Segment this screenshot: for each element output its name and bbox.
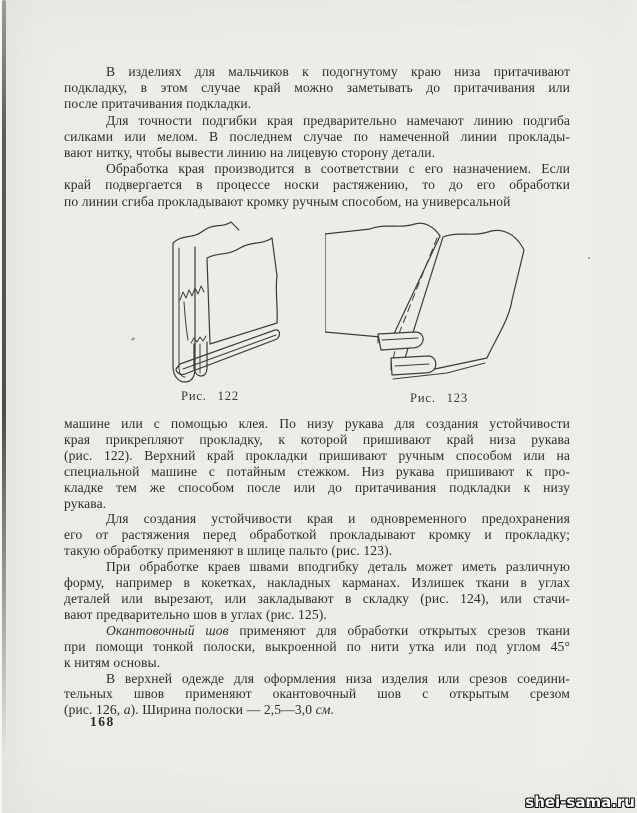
text-line: край подвергается в процессе носки растяжению, то до его обработки bbox=[64, 177, 570, 193]
text-line: силками или мелом. В последнем случае по намеченной линии проклады- bbox=[64, 128, 570, 144]
figure-122-drawing bbox=[128, 216, 343, 394]
text-line: к нитям основы. bbox=[64, 654, 161, 670]
text-line: деталей или вырезают, или закладывают в складку (рис. 124), или стачи- bbox=[64, 590, 570, 606]
text-line: Для создания устойчивости края и одновременного предохранения bbox=[106, 511, 570, 527]
text-line: вают предварительно шов в углах (рис. 125). bbox=[64, 606, 327, 622]
text-line: тельных швов применяют окантовочный шов с открытым срезом bbox=[64, 686, 570, 702]
text-line: При обработке краев швами вподгибку деталь может иметь различную bbox=[106, 559, 570, 575]
fig122-left-fold bbox=[173, 243, 195, 382]
text-block-bottom bbox=[64, 416, 570, 718]
text-line: Обработка края производится в соответствии с его назначением. Если bbox=[106, 161, 570, 177]
text-line: Окантовочный шов применяют для обработки открытых срезов ткани bbox=[106, 622, 570, 638]
figure-123-drawing bbox=[325, 220, 565, 388]
scan-speck bbox=[588, 257, 590, 259]
text-line: В верхней одежде для оформления низа изделия или срезов соедини- bbox=[106, 670, 570, 686]
text-line: подкладку, в этом случае край можно заметывать до притачивания или bbox=[64, 80, 570, 96]
text-line: вают нитку, чтобы вывести линию на лицевую сторону детали. bbox=[64, 145, 436, 161]
text-line: машине или с помощью клея. По низу рукава для создания устойчивости bbox=[64, 416, 570, 431]
text-line: после притачивания подкладки. bbox=[64, 96, 252, 112]
text-line: (рис. 122). Верхний край прокладки пришивают ручным способом или на bbox=[64, 447, 570, 463]
text-block-top bbox=[64, 64, 570, 210]
book-spine-shadow bbox=[2, 0, 6, 756]
watermark-site-label: shei-sama.ru bbox=[525, 793, 635, 811]
text-line: такую обработку применяют в шлице пальто (рис. 123). bbox=[64, 543, 393, 559]
figure-122-caption: Рис. 122 bbox=[181, 389, 239, 403]
fig122-inner-edge bbox=[184, 302, 188, 340]
text-line: его от растяжения перед обработкой прокладывают кромку и прокладку; bbox=[64, 527, 570, 543]
text-line: специальной машине с потайным стежком. Низ рукава пришивают к про- bbox=[64, 463, 570, 479]
fig122-cross-stitching bbox=[180, 286, 204, 300]
fig122-front-piece bbox=[207, 238, 277, 344]
fig123-roll-upper bbox=[378, 332, 423, 350]
text-line: рукава. bbox=[64, 495, 107, 511]
text-line: при помощи тонкой полоски, выкроенной по нити утка или под углом 45° bbox=[64, 638, 570, 654]
text-line: Для точности подгибки края предварительно намечают линию подгиба bbox=[106, 112, 570, 128]
text-line: В изделиях для мальчиков к подогнутому краю низа притачивают bbox=[106, 64, 570, 79]
text-line: (рис. 126, а). Ширина полоски — 2,5—3,0 см. bbox=[64, 702, 335, 718]
text-line: форму, например в кокетках, накладных карманах. Излишек ткани в углах bbox=[64, 575, 570, 591]
fig122-roll-zigzag bbox=[191, 336, 206, 343]
text-line: кладке тем же способом после или до притачивания подкладки к низу bbox=[64, 479, 570, 495]
page-number: 168 bbox=[90, 714, 115, 729]
text-line: по линии сгиба прокладывают кромку ручным способом, на универсальной bbox=[64, 193, 511, 209]
fig122-hem-band-mid bbox=[183, 335, 276, 369]
figure-123-caption: Рис. 123 bbox=[410, 391, 468, 405]
text-line: края прикрепляют прокладку, к которой пришивают край низа рукава bbox=[64, 431, 570, 447]
fig122-back-top-edge bbox=[173, 222, 239, 243]
fig122-left-fold-inner bbox=[179, 248, 185, 377]
